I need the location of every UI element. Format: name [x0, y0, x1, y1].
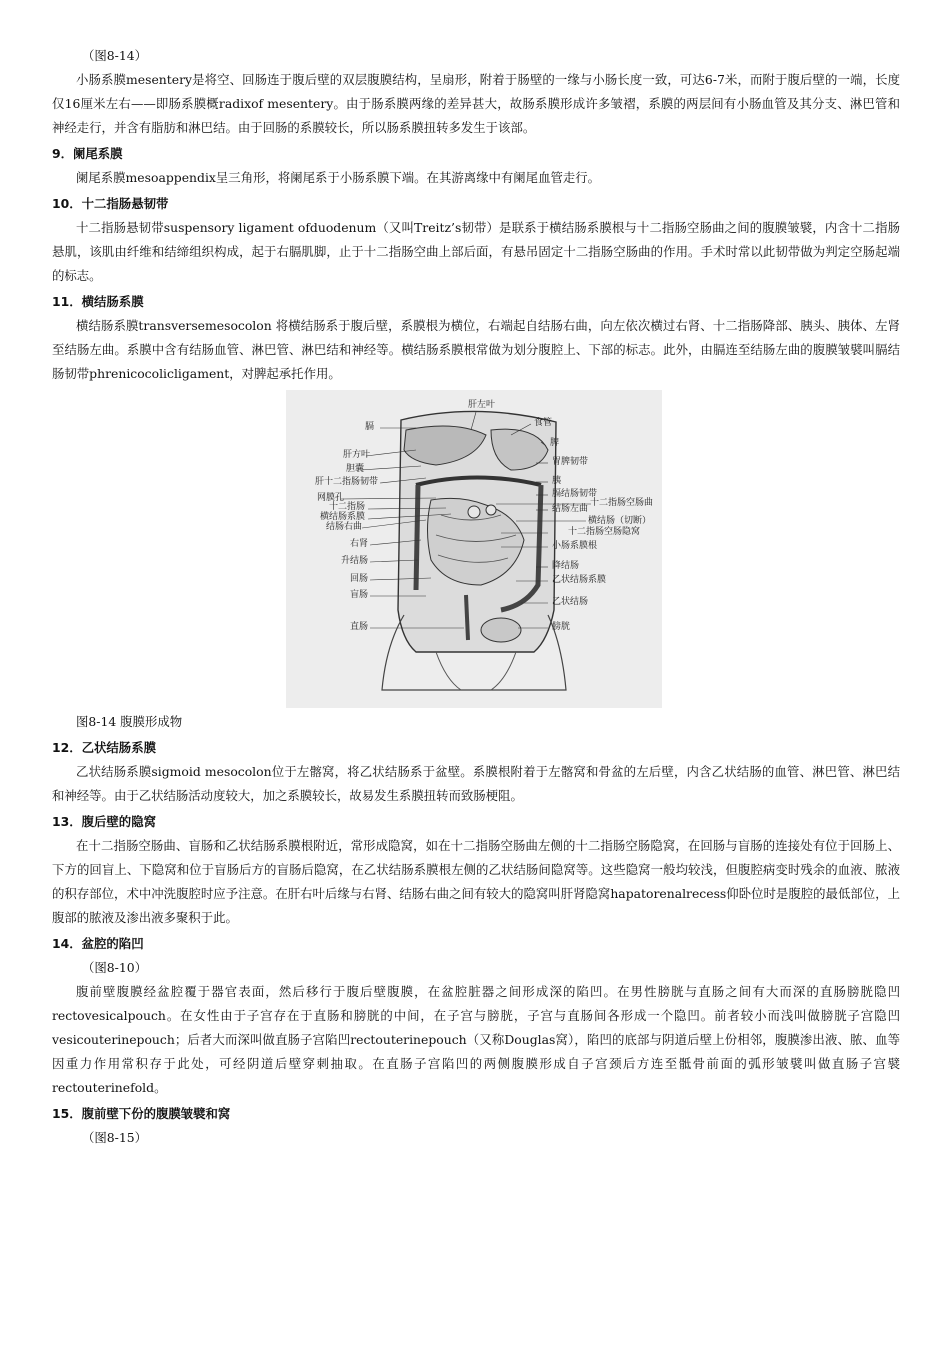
- heading-sigmoid-mesocolon: 12．乙状结肠系膜: [52, 740, 156, 755]
- label-descending-colon: 降结肠: [552, 561, 580, 571]
- label-gallbladder: 胆囊: [345, 464, 364, 474]
- figure-reference: （图8-10）: [82, 960, 148, 975]
- anatomy-figure: [286, 390, 662, 708]
- label-duodenojejunal-flexure: 十二指肠空肠曲: [590, 498, 654, 508]
- paragraph-sigmoid-mesocolon: 乙状结肠系膜sigmoid mesocolon位于左髂窝，将乙状结肠系于盆壁。系膜根附着于左髂窝和骨盆的左后壁，内含乙状结肠的血管、淋巴管、淋巴结和神经等。由于乙状结肠活动度较大，加之系膜较长，故易发生系膜扭转而致肠梗阻。: [52, 764, 900, 803]
- figure-reference: （图8-15）: [82, 1130, 148, 1145]
- label-omental-foramen: 网膜孔: [316, 493, 344, 503]
- heading-pelvic-pouches: 14．盆腔的陷凹: [52, 936, 144, 951]
- paragraph-posterior-wall-recesses: 在十二指肠空肠曲、盲肠和乙状结肠系膜根附近，常形成隐窝，如在十二指肠空肠曲左侧的十二指肠空肠隐窝，在回肠与盲肠的连接处有位于回肠上、下方的回盲上、下隐窝和位于盲肠后方的盲肠后隐窝，在乙状结肠系膜根左侧的乙状结肠间隐窝等。这些隐窝一般均较浅，但腹腔病变时残余的血液、脓液的积存部位，术中冲洗腹腔时应予注意。在肝右叶后缘与右肾、结肠右曲之间有较大的隐窝叫肝肾隐窝hapatorenalrecess仰卧位时是腹腔的最低部位，上腹部的脓液及渗出液多聚积于此。: [52, 838, 900, 925]
- label-quadrate-lobe: 肝方叶: [342, 450, 370, 460]
- label-hepatoduodenal-ligament: 肝十二指肠韧带: [314, 477, 378, 487]
- figure-reference: （图8-14）: [82, 48, 148, 63]
- figure-caption: 图8-14 腹膜形成物: [76, 714, 183, 729]
- label-pancreas: 胰: [552, 476, 562, 486]
- paragraph-pelvic-pouches: 腹前壁腹膜经盆腔覆于器官表面，然后移行于腹后壁腹膜，在盆腔脏器之间形成深的陷凹。在男性膀胱与直肠之间有大而深的直肠膀胱隐凹rectovesicalpouch。在女性由于子宫存在于直肠和膀胱的中间，在子宫与膀胱，子宫与直肠间各形成一个隐凹。前者较小而浅叫做膀胱子宫隐凹vesicouterinepouch；后者大而深叫做直肠子宫陷凹rectouterinepouch（又称Douglas窝），陷凹的底部与阴道后壁上份相邻，腹膜渗出液、脓、血等因重力作用常积存于此处，可经阴道后壁穿刺抽取。在直肠子宫陷凹的两侧腹膜形成自子宫颈后方连至骶骨前面的弧形皱襞叫做直肠子宫襞rectouterinefold。: [52, 984, 900, 1095]
- paragraph-transverse-mesocolon: 横结肠系膜transversemesocolon 将横结肠系于腹后壁，系膜根为横位，右端起自结肠右曲，向左依次横过右肾、十二指肠降部、胰头、胰体、左肾至结肠左曲。系膜中含有结肠血管、淋巴管、淋巴结和神经等。横结肠系膜根常做为划分腹腔上、下部的标志。此外，由膈连至结肠左曲的腹膜皱襞叫膈结肠韧带phrenicocolicligament，对脾起承托作用。: [52, 318, 900, 381]
- label-duodenum: 十二指肠: [328, 502, 365, 512]
- paragraph-suspensory-ligament: 十二指肠悬韧带suspensory ligament ofduodenum（又叫Treitz’s韧带）是联系于横结肠系膜根与十二指肠空肠曲之间的腹膜皱襞，内含十二指肠悬肌，该肌由纤维和结缔组织构成，起于右膈肌脚，止于十二指肠空曲上部后面，有悬吊固定十二指肠空肠曲的作用。手术时常以此韧带做为判定空肠起端的标志。: [52, 220, 900, 283]
- label-cecum: 盲肠: [349, 590, 368, 600]
- label-right-colic-flexure: 结肠右曲: [325, 522, 362, 532]
- label-right-kidney: 右肾: [349, 539, 368, 549]
- label-left-lobe-liver: 肝左叶: [468, 400, 496, 410]
- label-root-of-mesentery: 小肠系膜根: [552, 541, 598, 551]
- label-duodenojejunal-recess: 十二指肠空肠隐窝: [568, 527, 641, 537]
- heading-anterior-wall-folds: 15．腹前壁下份的腹膜皱襞和窝: [52, 1106, 231, 1121]
- abdomen-illustration: [286, 390, 662, 708]
- label-gastrosplenic-ligament: 胃脾韧带: [552, 457, 589, 467]
- label-transverse-mesocolon: 横结肠系膜: [319, 512, 365, 522]
- heading-posterior-wall-recesses: 13．腹后壁的隐窝: [52, 814, 156, 829]
- label-diaphragm: 膈: [364, 422, 374, 432]
- label-phrenicocolic-ligament: 膈结肠韧带: [552, 489, 598, 499]
- label-rectum: 直肠: [349, 622, 368, 632]
- label-left-colic-flexure: 结肠左曲: [552, 504, 589, 514]
- heading-mesoappendix: 9．阑尾系膜: [52, 146, 123, 161]
- label-bladder: 膀胱: [552, 622, 571, 632]
- label-spleen: 脾: [550, 438, 560, 448]
- label-esophagus: 食管: [534, 418, 553, 428]
- paragraph-mesentery: 小肠系膜mesentery是将空、回肠连于腹后壁的双层腹膜结构，呈扇形，附着于肠壁的一缘与小肠长度一致，可达6-7米，而附于腹后壁的一端，长度仅16厘米左右——即肠系膜概radixof mesentery。由于肠系膜两缘的差异甚大，故肠系膜形成许多皱褶，系膜的两层间有小肠血管及其分支、淋巴管和神经走行，并含有脂肪和淋巴结。由于回肠的系膜较长，所以肠系膜扭转多发生于该部。: [52, 72, 900, 135]
- label-transverse-colon-cut: 横结肠（切断）: [588, 516, 652, 526]
- heading-transverse-mesocolon: 11．横结肠系膜: [52, 294, 144, 309]
- heading-suspensory-ligament: 10．十二指肠悬韧带: [52, 196, 169, 211]
- paragraph-mesoappendix: 阑尾系膜mesoappendix呈三角形，将阑尾系于小肠系膜下端。在其游离缘中有阑尾血管走行。: [76, 170, 601, 185]
- document-page: [52, 44, 900, 1150]
- label-ascending-colon: 升结肠: [340, 556, 368, 566]
- label-sigmoid-mesocolon: 乙状结肠系膜: [552, 575, 607, 585]
- label-sigmoid-colon: 乙状结肠: [552, 597, 589, 607]
- label-ileum: 回肠: [349, 574, 368, 584]
